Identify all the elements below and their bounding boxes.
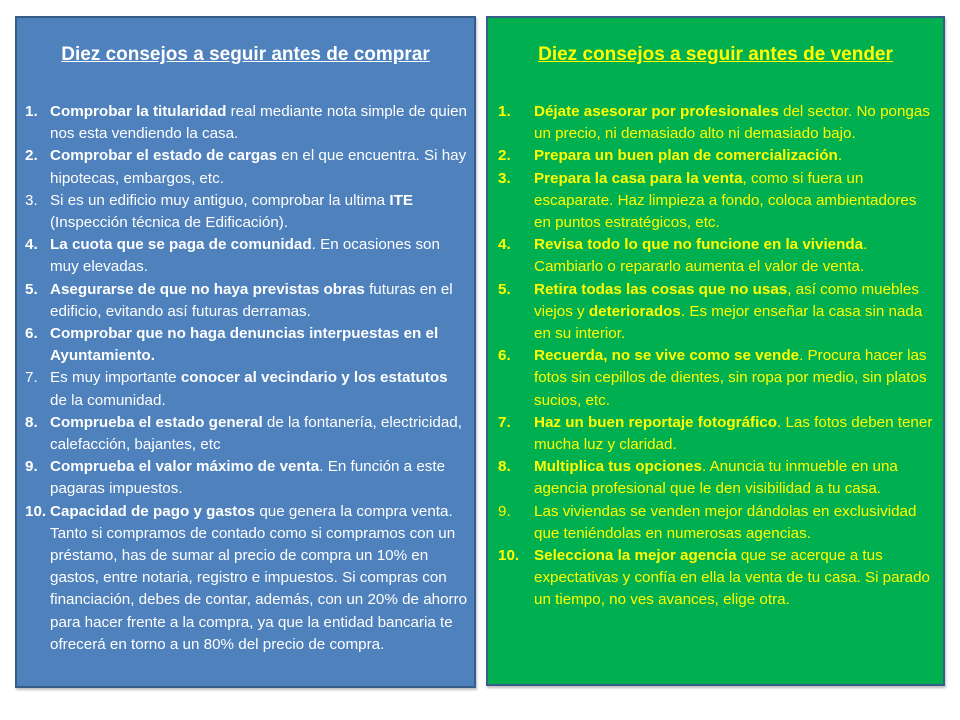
tip-text xyxy=(534,279,937,346)
tip-text xyxy=(50,501,468,656)
tip-number: 8. xyxy=(25,413,38,431)
tip-text-bold: Comprobar la titularidad xyxy=(50,103,227,120)
tip-item xyxy=(25,145,468,189)
tip-text xyxy=(50,367,468,411)
tip-text-plain: de la fontanería, electricidad, calefacción, bajantes, etc xyxy=(50,413,462,454)
tip-text-plain: , así como muebles viejos y xyxy=(534,280,919,320)
tip-number: 7. xyxy=(25,369,38,387)
tip-text xyxy=(534,545,937,612)
tip-text xyxy=(50,412,468,456)
tip-number: 9. xyxy=(25,458,38,476)
tip-text-bold: conocer al vecindario y los estatutos xyxy=(180,369,448,387)
tip-text-bold: Comprueba el valor máximo de venta xyxy=(50,458,320,476)
tip-number: 10. xyxy=(498,547,520,565)
tip-text xyxy=(534,101,937,145)
tip-item xyxy=(25,323,468,367)
tip-item xyxy=(498,545,937,612)
tip-text-plain: . Las fotos deben tener mucha luz y claridad. xyxy=(534,413,933,454)
tip-item xyxy=(498,168,937,235)
tip-text-plain: . En ocasiones son muy elevadas. xyxy=(50,236,440,276)
tip-text xyxy=(50,323,468,367)
tip-text-plain: . Es mejor enseñar la casa sin nada en su interior. xyxy=(534,302,923,343)
tip-number: 1. xyxy=(25,103,38,120)
tip-text-plain: de la comunidad. xyxy=(50,391,166,409)
tip-text-plain: en el que encuentra. Si hay hipotecas, embargos, etc. xyxy=(50,147,467,187)
tip-number: 4. xyxy=(25,236,38,254)
tip-item xyxy=(25,234,468,278)
tip-text-plain: que se acerque a tus expectativas y confía en ella la venta de tu casa. Si parado un tiempo, no ves avances, elige otra. xyxy=(534,547,930,609)
buy-tips-panel xyxy=(15,16,476,688)
tip-number: 9. xyxy=(498,502,511,520)
tip-number: 3. xyxy=(498,169,511,187)
tip-item xyxy=(498,456,937,500)
tip-number: 1. xyxy=(498,103,511,120)
tip-text-plain: . Anuncia tu inmueble en una agencia profesional que le den visibilidad a tu casa. xyxy=(534,458,898,498)
tip-number: 2. xyxy=(498,147,511,165)
tip-number: 4. xyxy=(498,236,511,254)
tip-text xyxy=(50,190,468,234)
tip-item xyxy=(498,101,937,145)
tip-item xyxy=(25,190,468,234)
tip-text-bold: Asegurarse de que no haya previstas obras xyxy=(50,280,365,298)
tip-text-plain: . En función a este pagaras impuestos. xyxy=(50,458,446,498)
tip-text-bold: Retira todas las cosas que no usas xyxy=(534,280,788,298)
tip-text xyxy=(534,234,937,278)
buy-tips-title: Diez consejos a seguir antes de comprar xyxy=(61,44,430,65)
tip-text-bold: Comprueba el estado general xyxy=(50,413,263,431)
tip-text-plain: del sector. No pongas un precio, ni demasiado alto ni demasiado bajo. xyxy=(534,103,930,143)
tip-text xyxy=(50,456,468,500)
tip-text-bold: deteriorados xyxy=(588,302,681,320)
tip-number: 10. xyxy=(25,502,47,520)
tip-text-bold: Recuerda, no se vive como se vende xyxy=(534,347,800,365)
tip-number: 6. xyxy=(498,347,511,365)
tip-item xyxy=(498,501,937,545)
tip-text-plain: . xyxy=(837,147,843,165)
tip-number: 5. xyxy=(25,280,38,298)
tip-text-plain: que genera la compra venta. Tanto si compramos de contado como si compramos con un préstamo, has de sumar al precio de compra un 10% en gastos, entre notaria, registro e impuestos. Si compras con financiación, debes de contar, además, con un 20% de ahorro para hacer frente a la compra, ya que la entidad bancaria te ofrecerá en torno a un 80% del precio de compra. xyxy=(50,502,468,653)
tip-text xyxy=(534,412,937,456)
tip-text-bold: Déjate asesorar por profesionales xyxy=(534,103,779,120)
tip-text-bold: La cuota que se paga de comunidad xyxy=(50,236,312,254)
tip-number: 7. xyxy=(498,413,511,431)
tip-text-bold: Multiplica tus opciones xyxy=(534,458,702,476)
tip-text xyxy=(534,456,937,500)
tip-item xyxy=(25,412,468,456)
tip-text-bold: Comprobar el estado de cargas xyxy=(50,147,278,165)
tip-text xyxy=(50,145,468,189)
tip-text-plain: futuras en el edificio, evitando así futuras derramas. xyxy=(50,280,453,320)
tip-text-bold: Revisa todo lo que no funcione en la vivienda xyxy=(534,236,864,254)
sell-tips-panel xyxy=(486,16,945,686)
tip-text-bold: Selecciona la mejor agencia xyxy=(534,547,737,565)
tip-item xyxy=(25,367,468,411)
tip-text-bold: Prepara la casa para la venta xyxy=(534,169,743,187)
tip-text xyxy=(534,345,937,412)
tip-item xyxy=(25,501,468,656)
tip-text-plain: . Procura hacer las fotos sin cepillos de dientes, sin ropa por medio, sin platos sucios, etc. xyxy=(534,347,927,409)
tip-item xyxy=(498,412,937,456)
tip-item xyxy=(25,279,468,323)
tip-text xyxy=(50,279,468,323)
tip-item xyxy=(498,234,937,278)
tip-text xyxy=(50,234,468,278)
tip-text xyxy=(534,501,937,545)
tip-text-bold: Haz un buen reportaje fotográfico xyxy=(534,413,778,431)
tip-text-plain: (Inspección técnica de Edificación). xyxy=(50,214,289,232)
tip-text-bold: Prepara un buen plan de comercialización xyxy=(534,147,838,165)
tip-text-bold: Capacidad de pago y gastos xyxy=(50,502,256,520)
tip-text xyxy=(534,168,937,235)
tip-number: 3. xyxy=(25,191,38,209)
tip-text-plain: Si es un edificio muy antiguo, comprobar la ultima xyxy=(50,191,390,209)
tip-number: 8. xyxy=(498,458,511,476)
tip-text-plain: , como si fuera un escaparate. Haz limpieza a fondo, coloca ambientadores en puntos estratégicos, etc. xyxy=(534,169,917,232)
tip-item xyxy=(498,145,937,167)
tip-text-plain: Las viviendas se venden mejor dándolas en exclusividad que teniéndolas en numerosas agencias. xyxy=(534,502,917,542)
tip-item xyxy=(498,345,937,412)
tip-number: 6. xyxy=(25,325,38,343)
sell-tips-list xyxy=(488,101,943,612)
tip-item xyxy=(498,279,937,346)
tip-number: 2. xyxy=(25,147,38,165)
tip-text-bold: ITE xyxy=(389,191,413,209)
tip-item xyxy=(25,456,468,500)
tip-text xyxy=(534,145,937,167)
tip-text-plain: . Cambiarlo o repararlo aumenta el valor de venta. xyxy=(534,236,868,276)
tip-text-plain: Es muy importante xyxy=(50,369,181,387)
tip-number: 5. xyxy=(498,280,511,298)
tip-item xyxy=(25,101,468,145)
tip-text-plain: real mediante nota simple de quien nos esta vendiendo la casa. xyxy=(50,103,467,143)
tip-text-bold: Comprobar que no haga denuncias interpuestas en el Ayuntamiento. xyxy=(50,325,439,365)
tip-text xyxy=(50,101,468,145)
buy-tips-list xyxy=(17,101,474,656)
sell-tips-title: Diez consejos a seguir antes de vender xyxy=(538,44,893,65)
